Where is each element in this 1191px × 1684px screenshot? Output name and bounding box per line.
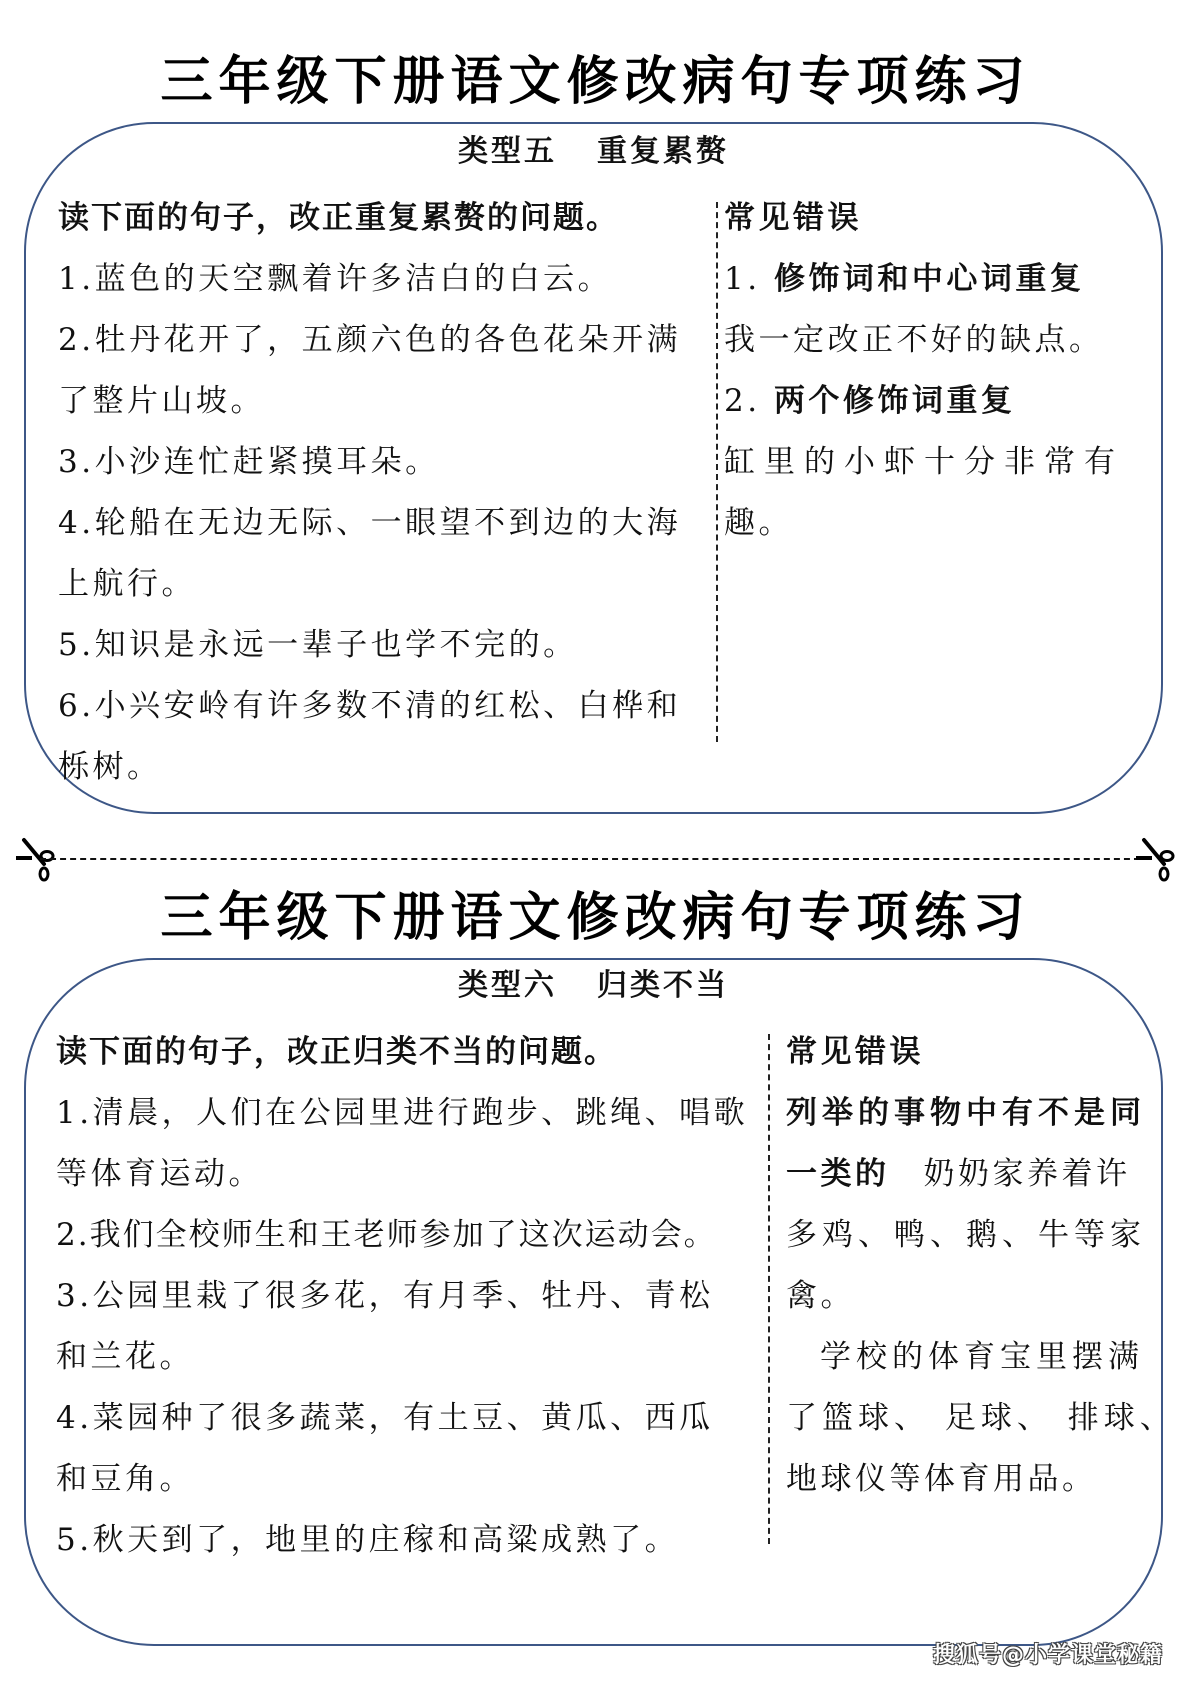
sheet2-rule: 列举的事物中有不是同 <box>786 1095 1146 1131</box>
sheet1-error1-example: 我一定改正不好的缺点。 <box>724 322 1104 358</box>
sheet1-exercise-column <box>58 188 681 798</box>
sheet2-title: 三年级下册语文修改病句专项练习 <box>160 888 1031 948</box>
sheet2-line: 2.我们全校师生和王老师参加了这次运动会。 <box>56 1217 717 1253</box>
sheet1-column-divider <box>716 202 718 742</box>
sheet1-error2-example: 趣。 <box>724 505 793 541</box>
sheet1-error2-title <box>724 371 1124 432</box>
sheet1-line: 4.轮船在无边无际、一眼望不到边的大海 <box>58 505 682 541</box>
sheet2-line: 5.秋天到了，地里的庄稼和高粱成熟了。 <box>56 1522 680 1558</box>
cut-line <box>40 858 1150 860</box>
sheet1-box <box>24 122 1163 814</box>
sheet2-exercise-column <box>56 1022 748 1571</box>
sheet2-rule: 一类的 <box>786 1156 890 1192</box>
sheet2-example2: 了篮球、 足球、 排球、 <box>786 1400 1176 1436</box>
sheet1-subtitle-name: 重复累赘 <box>597 134 729 169</box>
sheet2-line: 和兰花。 <box>56 1339 194 1375</box>
sheet2-line: 3.公园里栽了很多花，有月季、牡丹、青松 <box>56 1278 714 1314</box>
sheet2-line: 和豆角。 <box>56 1461 194 1497</box>
sheet1-line: 1.蓝色的天空飘着许多洁白的白云。 <box>58 261 613 297</box>
sheet2-common-errors-heading: 常见错误 <box>786 1034 924 1070</box>
watermark: 搜狐号@小学课堂秘籍 <box>932 1643 1163 1668</box>
sheet1-line: 5.知识是永远一辈子也学不完的。 <box>58 627 578 663</box>
sheet2-line: 1.清晨，人们在公园里进行跑步、跳绳、唱歌 <box>56 1095 749 1131</box>
sheet2-line: 4.菜园种了很多蔬菜，有土豆、黄瓜、西瓜 <box>56 1400 714 1436</box>
sheet1-common-errors-heading: 常见错误 <box>724 200 862 236</box>
error-number: 2. <box>724 383 761 419</box>
sheet2-box <box>24 958 1176 1646</box>
sheet2-subtitle-name: 归类不当 <box>597 968 729 1003</box>
sheet1-common-errors <box>724 188 1124 554</box>
sheet1-line: 2.牡丹花开了，五颜六色的各色花朵开满 <box>58 322 682 358</box>
sheet1-title: 三年级下册语文修改病句专项练习 <box>160 52 1031 112</box>
sheet2-example1: 禽。 <box>786 1278 855 1314</box>
sheet1-line: 了整片山坡。 <box>58 383 265 419</box>
error-title: 修饰词和中心词重复 <box>773 261 1085 297</box>
sheet1-instruction: 读下面的句子，改正重复累赘的问题。 <box>58 200 619 236</box>
scissors-icon <box>1134 836 1176 882</box>
sheet2-example1: 多鸡、鸭、鹅、牛等家 <box>786 1217 1146 1253</box>
sheet2-example2: 地球仪等体育用品。 <box>786 1461 1097 1497</box>
sheet2-example1: 奶奶家养着许 <box>923 1156 1131 1192</box>
sheet1-line: 3.小沙连忙赶紧摸耳朵。 <box>58 444 440 480</box>
sheet1-error2-example: 缸里的小虾十分非常有 <box>724 444 1124 480</box>
sheet1-subtitle-type: 类型五 <box>458 134 557 169</box>
sheet1-error1-title <box>724 249 1124 310</box>
sheet2-common-errors <box>786 1022 1176 1510</box>
sheet2-line: 等体育运动。 <box>56 1156 263 1192</box>
sheet2-column-divider <box>768 1034 770 1544</box>
sheet2-instruction: 读下面的句子，改正归类不当的问题。 <box>56 1034 617 1070</box>
sheet2-example2: 学校的体育宝里摆满 <box>820 1339 1144 1375</box>
sheet2-subtitle <box>26 966 1161 1006</box>
sheet1-subtitle <box>26 132 1161 172</box>
error-number: 1. <box>724 261 761 297</box>
sheet1-line: 上航行。 <box>58 566 196 602</box>
sheet1-line: 6.小兴安岭有许多数不清的红松、白桦和 <box>58 688 682 724</box>
sheet2-subtitle-type: 类型六 <box>458 968 557 1003</box>
sheet2-rule-and-example <box>786 1144 1176 1205</box>
error-title: 两个修饰词重复 <box>773 383 1016 419</box>
sheet1-line: 栎树。 <box>58 749 162 785</box>
